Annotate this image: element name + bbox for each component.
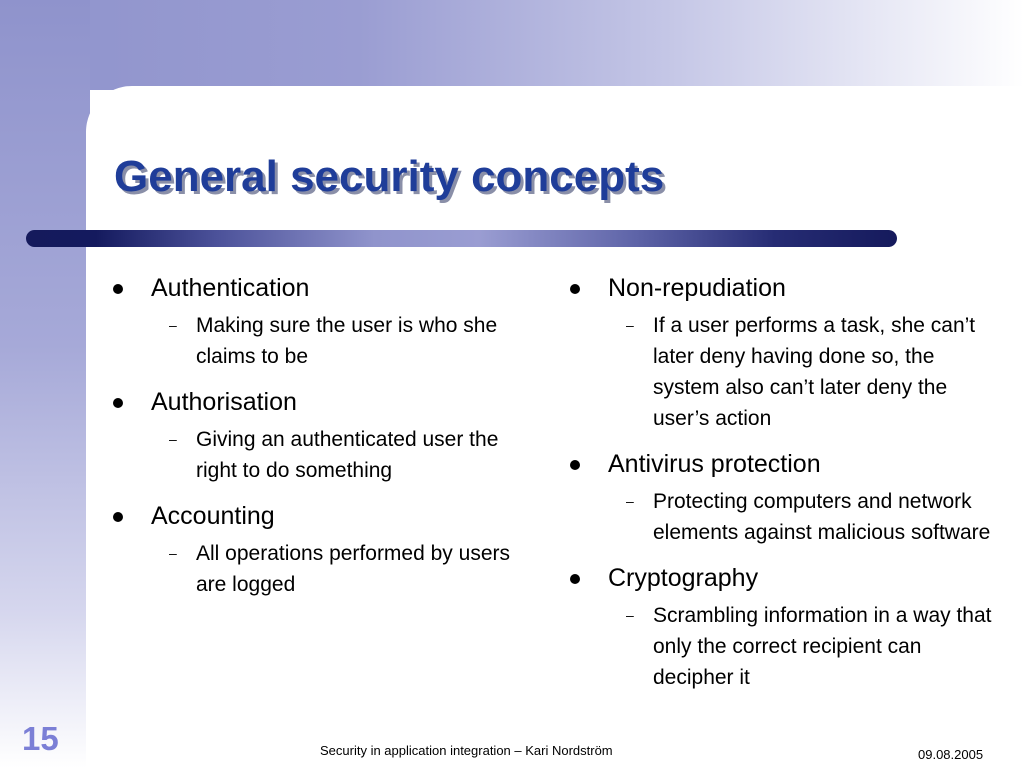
sub-item (113, 424, 533, 486)
list-item (570, 446, 1000, 482)
slide-title: General security concepts (114, 152, 665, 201)
footer-text: Security in application integration – Kari Nordström (320, 743, 613, 758)
sub-item (113, 310, 533, 372)
item-label: Cryptography (608, 564, 759, 592)
sub-item-text: If a user performs a task, she can’t later deny having done so, the system also can’t later deny the user’s action (653, 314, 976, 430)
right-column (570, 270, 1000, 705)
sub-item-text: Scrambling information in a way that only the correct recipient can decipher it (653, 604, 992, 689)
bullet-icon (113, 284, 123, 294)
dash-icon: – (626, 493, 634, 509)
dash-icon: – (626, 607, 634, 623)
list-item (113, 498, 533, 534)
bullet-icon (570, 460, 580, 470)
item-label: Authorisation (151, 388, 297, 416)
sub-item-text: Making sure the user is who she claims to be (196, 314, 498, 368)
left-gradient-band (0, 0, 90, 768)
sub-item-text: Giving an authenticated user the right to do something (196, 428, 499, 482)
sub-item (570, 310, 1000, 434)
item-label: Antivirus protection (608, 450, 821, 478)
bullet-icon (113, 512, 123, 522)
sub-item (570, 600, 1000, 693)
list-item (570, 270, 1000, 306)
dash-icon: – (169, 545, 177, 561)
item-label: Accounting (151, 502, 275, 530)
sub-item (113, 538, 533, 600)
item-label: Non-repudiation (608, 274, 786, 302)
item-label: Authentication (151, 274, 310, 302)
left-column (113, 270, 533, 612)
header-gradient-band (0, 0, 1024, 90)
dash-icon: – (169, 431, 177, 447)
dash-icon: – (169, 317, 177, 333)
bullet-icon (570, 574, 580, 584)
list-item (113, 270, 533, 306)
title-underline-bar (26, 230, 897, 247)
list-item (113, 384, 533, 420)
page-number: 15 (22, 720, 59, 757)
bullet-icon (570, 284, 580, 294)
dash-icon: – (626, 317, 634, 333)
sub-item (570, 486, 1000, 548)
sub-item-text: All operations performed by users are logged (196, 542, 510, 596)
list-item (570, 560, 1000, 596)
bullet-icon (113, 398, 123, 408)
footer-date: 09.08.2005 (918, 747, 984, 762)
sub-item-text: Protecting computers and network elements against malicious software (653, 490, 991, 544)
